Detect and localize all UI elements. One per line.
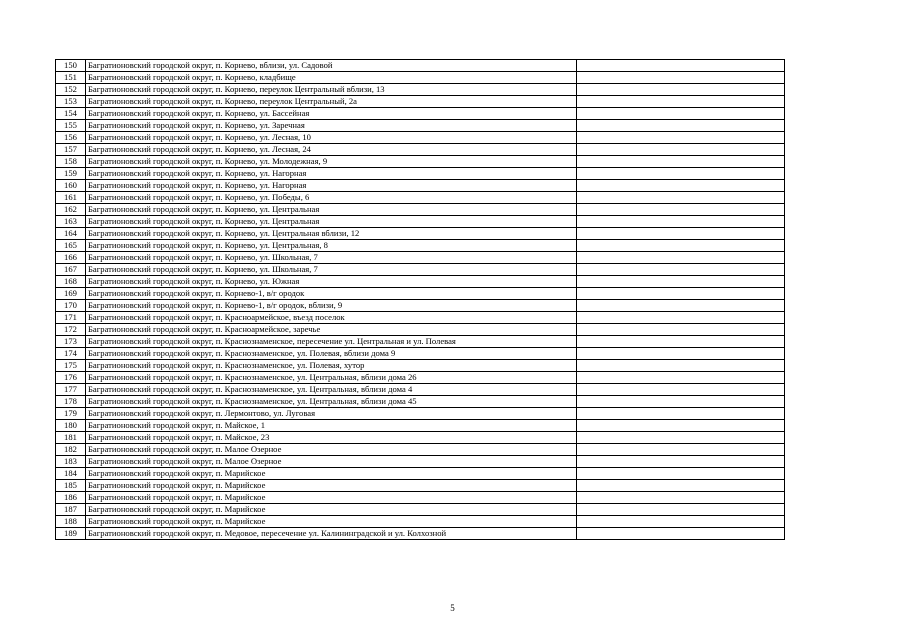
address-cell: Багратионовский городской округ, п. Марийское: [86, 492, 577, 504]
row-number-cell: 150: [56, 60, 86, 72]
row-number-cell: 173: [56, 336, 86, 348]
empty-cell: [577, 444, 785, 456]
table-row: [56, 240, 785, 252]
empty-cell: [577, 264, 785, 276]
table-row: [56, 456, 785, 468]
table-row: [56, 312, 785, 324]
empty-cell: [577, 60, 785, 72]
empty-cell: [577, 384, 785, 396]
address-cell: Багратионовский городской округ, п. Красноармейское, заречье: [86, 324, 577, 336]
empty-cell: [577, 360, 785, 372]
row-number-cell: 154: [56, 108, 86, 120]
table-row: [56, 276, 785, 288]
row-number-cell: 153: [56, 96, 86, 108]
address-cell: Багратионовский городской округ, п. Корнево, ул. Лесная, 24: [86, 144, 577, 156]
table-row: [56, 444, 785, 456]
empty-cell: [577, 276, 785, 288]
row-number-cell: 176: [56, 372, 86, 384]
address-cell: Багратионовский городской округ, п. Марийское: [86, 480, 577, 492]
row-number-cell: 161: [56, 192, 86, 204]
table-row: [56, 348, 785, 360]
table-row: [56, 288, 785, 300]
table-row: [56, 372, 785, 384]
empty-cell: [577, 312, 785, 324]
address-table: [55, 59, 785, 540]
address-cell: Багратионовский городской округ, п. Корнево, кладбище: [86, 72, 577, 84]
table-row: [56, 216, 785, 228]
table-row: [56, 480, 785, 492]
table-row: [56, 516, 785, 528]
address-cell: Багратионовский городской округ, п. Краснознаменское, пересечение ул. Центральная и ул. Полевая: [86, 336, 577, 348]
table-row: [56, 336, 785, 348]
address-cell: Багратионовский городской округ, п. Корнево, вблизи, ул. Садовой: [86, 60, 577, 72]
empty-cell: [577, 432, 785, 444]
empty-cell: [577, 72, 785, 84]
table-row: [56, 228, 785, 240]
address-cell: Багратионовский городской округ, п. Корнево, ул. Заречная: [86, 120, 577, 132]
address-cell: Багратионовский городской округ, п. Корнево, переулок Центральный вблизи, 13: [86, 84, 577, 96]
address-cell: Багратионовский городской округ, п. Краснознаменское, ул. Центральная, вблизи дома 45: [86, 396, 577, 408]
address-cell: Багратионовский городской округ, п. Краснознаменское, ул. Центральная, вблизи дома 26: [86, 372, 577, 384]
table-row: [56, 300, 785, 312]
address-cell: Багратионовский городской округ, п. Корнево, ул. Лесная, 10: [86, 132, 577, 144]
row-number-cell: 168: [56, 276, 86, 288]
row-number-cell: 188: [56, 516, 86, 528]
table-row: [56, 432, 785, 444]
table-row: [56, 84, 785, 96]
empty-cell: [577, 372, 785, 384]
address-cell: Багратионовский городской округ, п. Красноармейское, въезд поселок: [86, 312, 577, 324]
table-row: [56, 420, 785, 432]
row-number-cell: 184: [56, 468, 86, 480]
empty-cell: [577, 192, 785, 204]
row-number-cell: 177: [56, 384, 86, 396]
empty-cell: [577, 348, 785, 360]
row-number-cell: 174: [56, 348, 86, 360]
row-number-cell: 155: [56, 120, 86, 132]
row-number-cell: 186: [56, 492, 86, 504]
empty-cell: [577, 132, 785, 144]
row-number-cell: 189: [56, 528, 86, 540]
address-cell: Багратионовский городской округ, п. Марийское: [86, 504, 577, 516]
table-row: [56, 60, 785, 72]
row-number-cell: 151: [56, 72, 86, 84]
address-cell: Багратионовский городской округ, п. Корнево, ул. Центральная, 8: [86, 240, 577, 252]
row-number-cell: 166: [56, 252, 86, 264]
table-row: [56, 96, 785, 108]
table-row: [56, 180, 785, 192]
address-cell: Багратионовский городской округ, п. Корнево, ул. Центральная: [86, 216, 577, 228]
empty-cell: [577, 156, 785, 168]
row-number-cell: 156: [56, 132, 86, 144]
address-cell: Багратионовский городской округ, п. Марийское: [86, 468, 577, 480]
address-cell: Багратионовский городской округ, п. Майское, 1: [86, 420, 577, 432]
address-cell: Багратионовский городской округ, п. Корнево, ул. Школьная, 7: [86, 264, 577, 276]
row-number-cell: 172: [56, 324, 86, 336]
empty-cell: [577, 456, 785, 468]
row-number-cell: 162: [56, 204, 86, 216]
table-row: [56, 204, 785, 216]
address-cell: Багратионовский городской округ, п. Майское, 23: [86, 432, 577, 444]
table-row: [56, 528, 785, 540]
row-number-cell: 159: [56, 168, 86, 180]
empty-cell: [577, 504, 785, 516]
row-number-cell: 187: [56, 504, 86, 516]
table-row: [56, 72, 785, 84]
table-row: [56, 360, 785, 372]
row-number-cell: 165: [56, 240, 86, 252]
address-table-body: [56, 60, 785, 540]
empty-cell: [577, 228, 785, 240]
empty-cell: [577, 324, 785, 336]
row-number-cell: 167: [56, 264, 86, 276]
empty-cell: [577, 468, 785, 480]
empty-cell: [577, 288, 785, 300]
row-number-cell: 181: [56, 432, 86, 444]
table-row: [56, 108, 785, 120]
address-cell: Багратионовский городской округ, п. Медовое, пересечение ул. Калининградской и ул. Колхозной: [86, 528, 577, 540]
address-cell: Багратионовский городской округ, п. Малое Озерное: [86, 456, 577, 468]
row-number-cell: 163: [56, 216, 86, 228]
row-number-cell: 158: [56, 156, 86, 168]
row-number-cell: 178: [56, 396, 86, 408]
address-cell: Багратионовский городской округ, п. Корнево, ул. Центральная вблизи, 12: [86, 228, 577, 240]
address-cell: Багратионовский городской округ, п. Корнево-1, в/г ородок: [86, 288, 577, 300]
row-number-cell: 160: [56, 180, 86, 192]
table-row: [56, 324, 785, 336]
empty-cell: [577, 204, 785, 216]
address-cell: Багратионовский городской округ, п. Корнево, ул. Победы, 6: [86, 192, 577, 204]
empty-cell: [577, 216, 785, 228]
page-number: 5: [450, 603, 455, 613]
empty-cell: [577, 96, 785, 108]
row-number-cell: 175: [56, 360, 86, 372]
table-row: [56, 504, 785, 516]
row-number-cell: 185: [56, 480, 86, 492]
empty-cell: [577, 408, 785, 420]
empty-cell: [577, 336, 785, 348]
table-row: [56, 468, 785, 480]
empty-cell: [577, 180, 785, 192]
empty-cell: [577, 84, 785, 96]
address-cell: Багратионовский городской округ, п. Марийское: [86, 516, 577, 528]
row-number-cell: 180: [56, 420, 86, 432]
address-cell: Багратионовский городской округ, п. Краснознаменское, ул. Центральная, вблизи дома 4: [86, 384, 577, 396]
table-row: [56, 132, 785, 144]
empty-cell: [577, 168, 785, 180]
address-cell: Багратионовский городской округ, п. Краснознаменское, ул. Полевая, вблизи дома 9: [86, 348, 577, 360]
empty-cell: [577, 108, 785, 120]
address-cell: Багратионовский городской округ, п. Корнево, ул. Бассейная: [86, 108, 577, 120]
address-cell: Багратионовский городской округ, п. Корнево, ул. Нагорная: [86, 168, 577, 180]
address-cell: Багратионовский городской округ, п. Корнево, ул. Южная: [86, 276, 577, 288]
address-cell: Багратионовский городской округ, п. Корнево, переулок Центральный, 2а: [86, 96, 577, 108]
row-number-cell: 164: [56, 228, 86, 240]
row-number-cell: 179: [56, 408, 86, 420]
row-number-cell: 183: [56, 456, 86, 468]
address-cell: Багратионовский городской округ, п. Корнево, ул. Центральная: [86, 204, 577, 216]
table-row: [56, 396, 785, 408]
table-row: [56, 156, 785, 168]
table-row: [56, 192, 785, 204]
address-cell: Багратионовский городской округ, п. Корнево, ул. Школьная, 7: [86, 252, 577, 264]
empty-cell: [577, 480, 785, 492]
table-row: [56, 252, 785, 264]
empty-cell: [577, 396, 785, 408]
empty-cell: [577, 420, 785, 432]
table-row: [56, 384, 785, 396]
table-row: [56, 408, 785, 420]
table-row: [56, 492, 785, 504]
address-cell: Багратионовский городской округ, п. Лермонтово, ул. Луговая: [86, 408, 577, 420]
address-cell: Багратионовский городской округ, п. Краснознаменское, ул. Полевая, хутор: [86, 360, 577, 372]
row-number-cell: 157: [56, 144, 86, 156]
empty-cell: [577, 300, 785, 312]
table-row: [56, 168, 785, 180]
row-number-cell: 171: [56, 312, 86, 324]
empty-cell: [577, 144, 785, 156]
row-number-cell: 182: [56, 444, 86, 456]
empty-cell: [577, 516, 785, 528]
row-number-cell: 169: [56, 288, 86, 300]
empty-cell: [577, 528, 785, 540]
empty-cell: [577, 120, 785, 132]
table-row: [56, 264, 785, 276]
empty-cell: [577, 240, 785, 252]
address-cell: Багратионовский городской округ, п. Корнево, ул. Нагорная: [86, 180, 577, 192]
empty-cell: [577, 492, 785, 504]
empty-cell: [577, 252, 785, 264]
address-cell: Багратионовский городской округ, п. Корнево, ул. Молодежная, 9: [86, 156, 577, 168]
table-row: [56, 120, 785, 132]
table-row: [56, 144, 785, 156]
address-cell: Багратионовский городской округ, п. Малое Озерное: [86, 444, 577, 456]
row-number-cell: 152: [56, 84, 86, 96]
address-cell: Багратионовский городской округ, п. Корнево-1, в/г ородок, вблизи, 9: [86, 300, 577, 312]
row-number-cell: 170: [56, 300, 86, 312]
